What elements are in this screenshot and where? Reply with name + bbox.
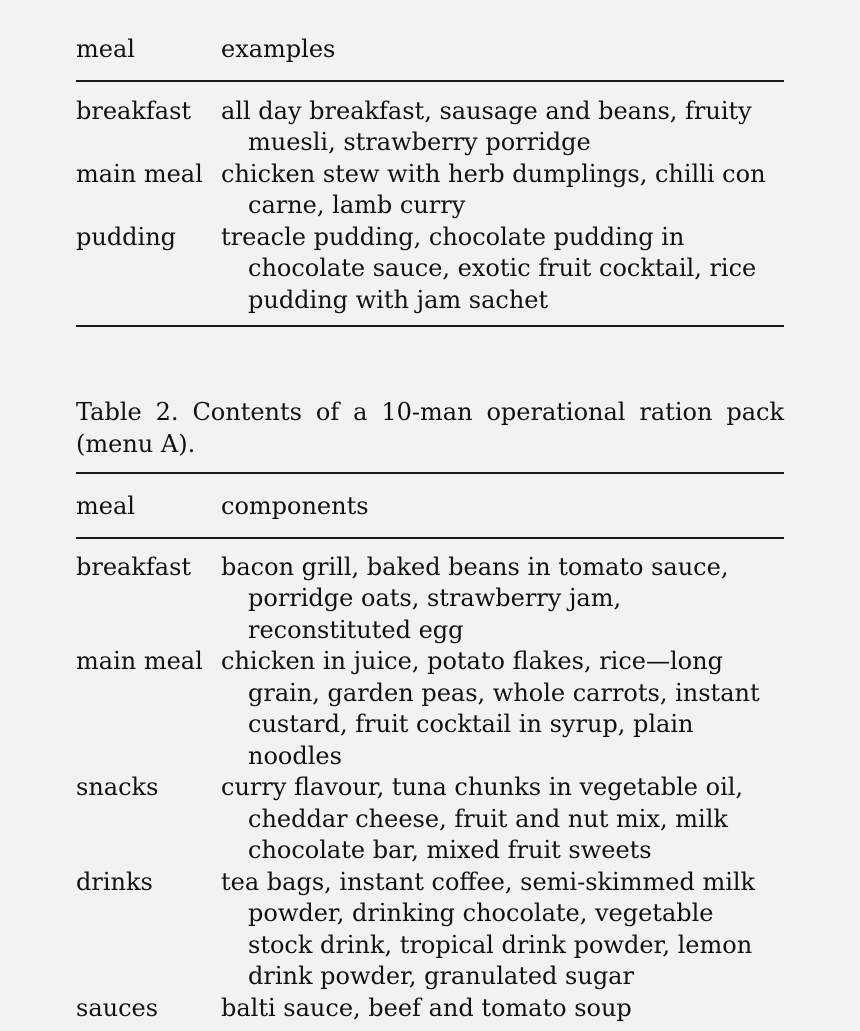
table-1 [76, 34, 784, 327]
meal-cell: breakfast [76, 552, 192, 581]
components-cell: curry flavour, tuna chunks in vegetable oil, cheddar cheese, fruit and nut mix, milk chocolate bar, mixed fruit sweets [221, 773, 744, 864]
meal-cell: pudding [76, 222, 177, 251]
components-cell: tea bags, instant coffee, semi-skimmed milk powder, drinking chocolate, vegetable stock drink, tropical drink powder, lemon drink powder, granulated sugar [221, 867, 756, 990]
table-row [76, 552, 784, 647]
table-2-header-components: components [221, 492, 369, 520]
table-row [76, 772, 784, 867]
components-cell: bacon grill, baked beans in tomato sauce, porridge oats, strawberry jam, reconstituted egg [221, 552, 729, 644]
table-1-header-meal: meal [76, 35, 135, 63]
meal-cell: drinks [76, 867, 153, 896]
table-2-caption: Table 2. Contents of a 10-man operational ration pack (menu A). [76, 398, 784, 458]
examples-cell: all day breakfast, sausage and beans, fruity muesli, strawberry porridge [221, 96, 752, 156]
table-row [76, 222, 784, 317]
table-row [76, 159, 784, 222]
table-1-bottom-rule [76, 325, 784, 327]
table-2 [76, 397, 784, 1024]
examples-cell: treacle pudding, chocolate pudding in chocolate sauce, exotic fruit cocktail, rice pudding with jam sachet [221, 222, 757, 314]
meal-cell: sauces [76, 993, 159, 1022]
table-row [76, 646, 784, 772]
table-1-header-examples: examples [221, 35, 336, 63]
meal-cell: main meal [76, 647, 203, 675]
meal-cell: breakfast [76, 96, 192, 125]
table-2-header-meal: meal [76, 492, 135, 520]
components-cell: chicken in juice, potato flakes, rice—long grain, garden peas, whole carrots, instant custard, fruit cocktail in syrup, plain noodles [221, 647, 760, 770]
table-row [76, 993, 784, 1025]
table-1-header-row [76, 34, 784, 66]
table-row [76, 867, 784, 993]
meal-cell: snacks [76, 773, 159, 801]
document [76, 34, 784, 1024]
table-row [76, 96, 784, 159]
meal-cell: main meal [76, 159, 203, 188]
components-cell: balti sauce, beef and tomato soup [221, 993, 632, 1022]
examples-cell: chicken stew with herb dumplings, chilli con carne, lamb curry [221, 159, 766, 219]
table-2-header-row [76, 491, 784, 523]
